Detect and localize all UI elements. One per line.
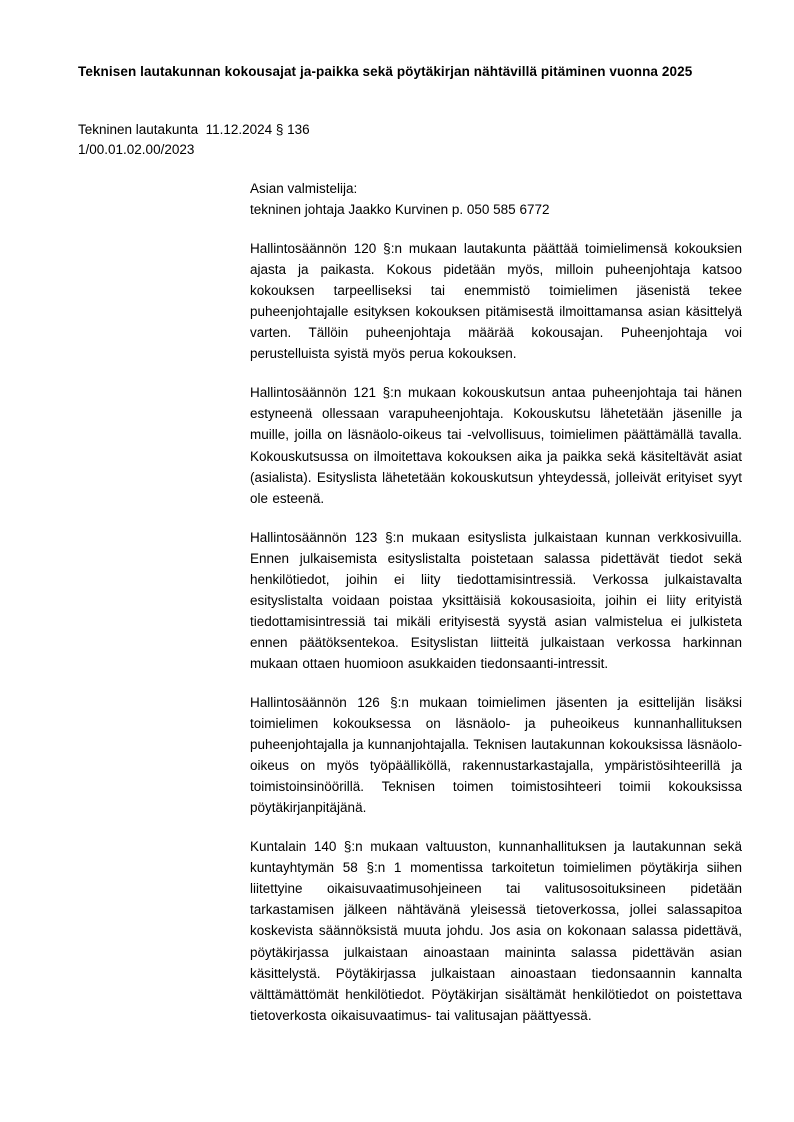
preparer-label: Asian valmistelija: [250,181,358,196]
page-title: Teknisen lautakunnan kokousajat ja-paikka sekä pöytäkirjan nähtävillä pitäminen vuonna 2025 [78,64,693,79]
diary-number: 1/00.01.02.00/2023 [78,142,195,158]
document-meta [78,120,718,161]
paragraph-123: Hallintosäännön 123 §:n mukaan esityslista julkaistaan kunnan verkkosivuilla. Ennen julkaisemista esityslistalta poistetaan salassa pidettävät tiedot sekä henkilötiedot, joihin ei liity tiedottamisintressiä. Verkossa julkaistavalta esityslistalta voidaan poistaa yksittäisiä kokousasioita, joihin ei liity erityistä tiedottamisintressiä tai mikäli erityisestä syystä asian valmistelua ei julkisteta ennen päätöksentekoa. Esityslistan liitteitä julkaistaan verkossa harkinnan mukaan ottaen huomioon asukkaiden tiedonsaanti-intressit. [250,529,742,671]
paragraph-121: Hallintosäännön 121 §:n mukaan kokouskutsun antaa puheenjohtaja tai hänen estyneenä ollessaan varapuheenjohtaja. Kokouskutsu lähetetään jäsenille ja muille, joilla on läsnäolo-oikeus tai -velvollisuus, toimielimen päättämällä tavalla. Kokouskutsussa on ilmoitettava kokouksen aika ja paikka sekä käsiteltävät asiat (asialista). Esityslista lähetetään kokouskutsun yhteydessä, jolleivät erityiset syyt ole esteenä. [250,385,742,506]
paragraph-126: Hallintosäännön 126 §:n mukaan toimielimen jäsenten ja esittelijän lisäksi toimielimen kokouksessa on läsnäolo- ja puheoikeus kunnanhallituksen puheenjohtajalla ja kunnanjohtajalla. Teknisen lautakunnan kokouksissa läsnäolo-oikeus on myös työpäälliköllä, rakennustarkastajalla, ympäristösihteerillä ja toimistoinsinöörillä. Teknisen toimen toimistosihteeri toimii kokouksissa pöytäkirjanpitäjänä. [250,694,742,816]
preparer-person: tekninen johtaja Jaakko Kurvinen p. 050 585 6772 [250,202,550,218]
document-body [250,178,742,1026]
paragraph-120: Hallintosäännön 120 §:n mukaan lautakunta päättää toimielimensä kokouksien ajasta ja paikasta. Kokous pidetään myös, milloin puheenjohtaja katsoo kokouksen tarpeelliseksi tai enemmistö toimielimen jäsenistä tekee puheenjohtajalle esityksen kokouksen pitämisestä ilmoittamansa asian käsittelyä varten. Tällöin puheenjohtaja määrää kokousajan. Puheenjohtaja voi perustelluista syistä myös perua kokouksen. [250,241,742,362]
body-spacer [250,220,742,238]
paragraph-kuntalaki-140: Kuntalain 140 §:n mukaan valtuuston, kunnanhallituksen ja lautakunnan sekä kuntayhtymän 58 §:n 1 momentissa tarkoitetun toimielimen pöytäkirja siihen liitettyine oikaisuvaatimusohjeineen tai valitusosoituksineen pidetään tarkastamisen jälkeen nähtävänä yleisessä tietoverkossa, jollei salassapitoa koskevista säännöksistä muuta johdu. Jos asia on kokonaan salassa pidettävä, pöytäkirjassa julkaistaan ainoastaan maininta salassa pidettävän asian käsittelystä. Pöytäkirjassa julkaistaan ainoastaan tiedonsaannin kannalta välttämättömät henkilötiedot. Pöytäkirjan sisältämät henkilötiedot on poistettava tietoverkosta oikaisuvaatimus- tai valitusajan päättyessä. [250,839,742,1023]
meeting-organ-line: Tekninen lautakunta 11.12.2024 § 136 [78,122,310,137]
